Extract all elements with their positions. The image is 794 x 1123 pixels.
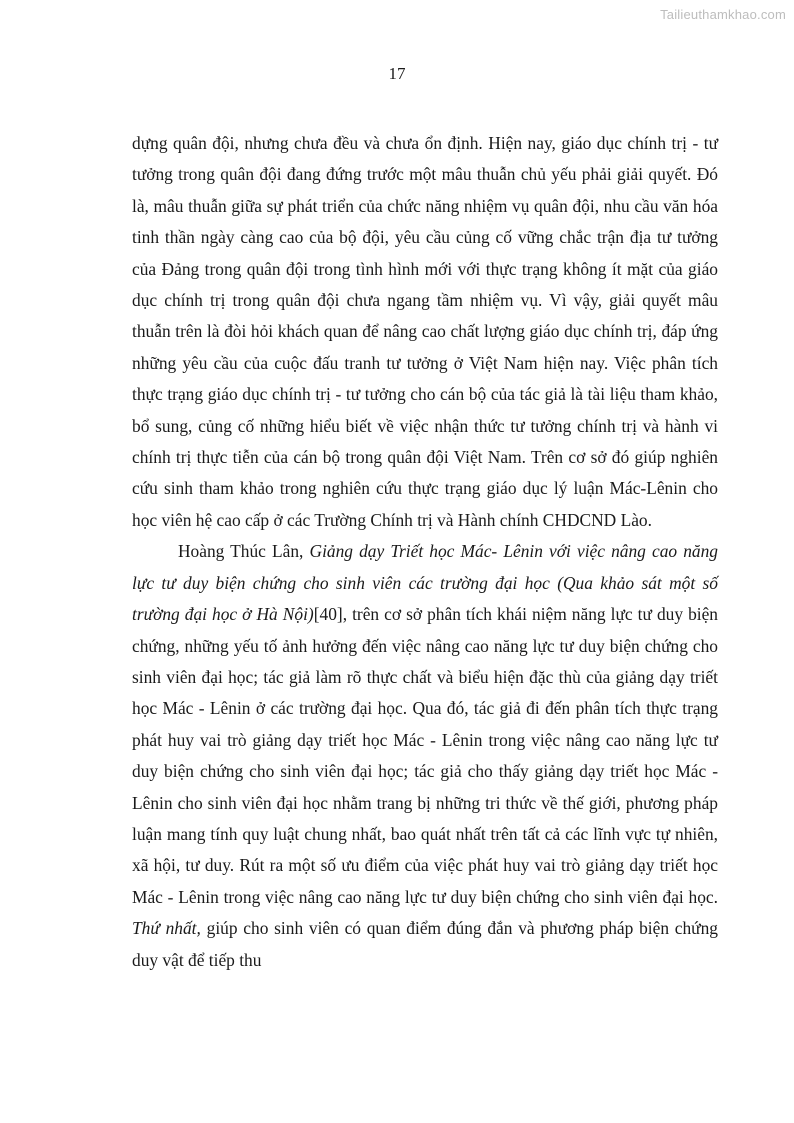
paragraph-2-tail: giúp cho sinh viên có quan điểm đúng đắn và phương pháp biện chứng duy vật để tiếp thu <box>132 918 718 970</box>
citation-text: [40], trên cơ sở phân tích khái niệm năng lực tư duy biện chứng, những yếu tố ảnh hưởng đến việc nâng cao năng lực tư duy biện chứng cho sinh viên đại học; tác giả làm rõ thực chất và biểu hiện đặc thù của giảng dạy triết học Mác - Lênin ở các trường đại học. Qua đó, tác giả đi đến phân tích thực trạng phát huy vai trò giảng dạy triết học Mác - Lênin trong việc nâng cao năng lực tư duy biện chứng cho sinh viên đại học; tác giả cho thấy giảng dạy triết học Mác - Lênin cho sinh viên đại học nhằm trang bị những tri thức về thế giới, phương pháp luận mang tính quy luật chung nhất, bao quát nhất trên tất cả các lĩnh vực tự nhiên, xã hội, tư duy. Rút ra một số ưu điểm của việc phát huy vai trò giảng dạy triết học Mác - Lênin trong việc nâng cao năng lực tư duy biện chứng cho sinh viên đại học. <box>132 604 719 907</box>
author-name: Hoàng Thúc Lân, <box>178 541 304 562</box>
watermark: Tailieuthamkhao.com <box>660 7 786 22</box>
document-body <box>132 128 718 976</box>
first-point-label: Thứ nhất, <box>132 918 201 939</box>
paragraph-2 <box>132 536 718 976</box>
paragraph-1: dựng quân đội, nhưng chưa đều và chưa ổn định. Hiện nay, giáo dục chính trị - tư tưởng trong quân đội đang đứng trước một mâu thuẫn chủ yếu phải giải quyết. Đó là, mâu thuẫn giữa sự phát triển của chức năng nhiệm vụ quân đội, nhu cầu văn hóa tinh thần ngày càng cao của bộ đội, yêu cầu củng cố vững chắc trận địa tư tưởng của Đảng trong quân đội trong tình hình mới với thực trạng không ít mặt của giáo dục chính trị trong quân đội chưa ngang tầm nhiệm vụ. Vì vậy, giải quyết mâu thuẫn trên là đòi hỏi khách quan để nâng cao chất lượng giáo dục chính trị, đáp ứng những yêu cầu của cuộc đấu tranh tư tưởng ở Việt Nam hiện nay. Việc phân tích thực trạng giáo dục chính trị - tư tưởng cho cán bộ của tác giả là tài liệu tham khảo, bổ sung, củng cố những hiểu biết về việc nhận thức tư tưởng chính trị và hành vi chính trị thực tiễn của cán bộ trong quân đội Việt Nam. Trên cơ sở đó giúp nghiên cứu sinh tham khảo trong nghiên cứu thực trạng giáo dục lý luận Mác-Lênin cho học viên hệ cao cấp ở các Trường Chính trị và Hành chính CHDCND Lào. <box>132 133 718 530</box>
page-number: 17 <box>388 64 406 83</box>
work-title: Giảng dạy Triết học Mác- Lênin với việc nâng cao năng lực tư duy biện chứng cho sinh viên các trường đại học (Qua khảo sát một số trường đại học ở Hà Nội) <box>132 541 718 625</box>
